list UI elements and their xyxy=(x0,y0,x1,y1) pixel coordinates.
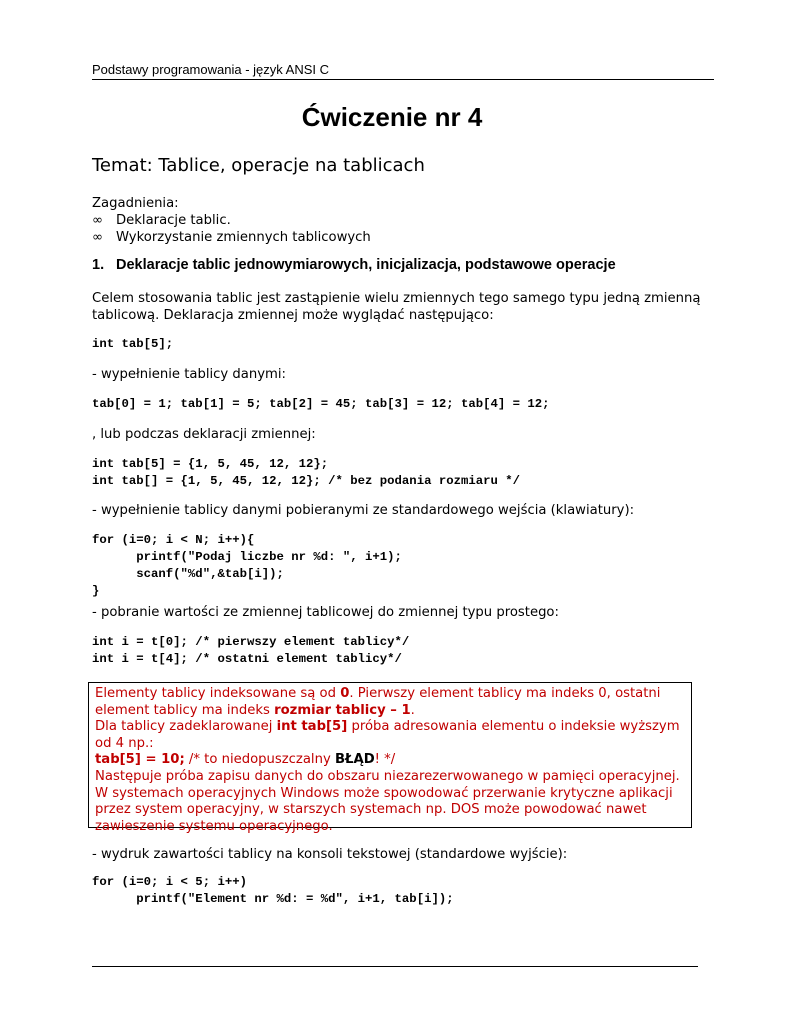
issues-heading: Zagadnienia: xyxy=(92,196,179,211)
code-assign: tab[0] = 1; tab[1] = 5; tab[2] = 45; tab[3] = 12; tab[4] = 12; xyxy=(92,397,550,411)
code-printf-loop: for (i=0; i < 5; i++) printf("Element nr %d: = %d", i+1, tab[i]); xyxy=(92,875,454,906)
paragraph-init: , lub podczas deklaracji zmiennej: xyxy=(92,427,316,442)
paragraph-print: - wydruk zawartości tablicy na konsoli tekstowej (standardowe wyjście): xyxy=(92,847,568,862)
infinity-bullet-icon: ∞ xyxy=(92,213,103,228)
section-1-heading: 1. Deklaracje tablic jednowymiarowych, inicjalizacja, podstawowe operacje xyxy=(92,257,616,273)
code-scanf-loop: for (i=0; i < N; i++){ printf("Podaj liczbe nr %d: ", i+1); scanf("%d",&tab[i]); } xyxy=(92,533,402,598)
infinity-bullet-icon: ∞ xyxy=(92,230,103,245)
code-read-element: int i = t[0]; /* pierwszy element tablicy*/ int i = t[4]; /* ostatni element tablicy*/ xyxy=(92,635,410,666)
paragraph-stdin: - wypełnienie tablicy danymi pobieranymi ze standardowego wejścia (klawiatury): xyxy=(92,503,635,518)
exercise-title: Ćwiczenie nr 4 xyxy=(301,102,483,132)
code-declaration: int tab[5]; xyxy=(92,337,174,351)
paragraph-read: - pobranie wartości ze zmiennej tablicowej do zmiennej typu prostego: xyxy=(92,605,559,620)
list-item: ∞ Wykorzystanie zmiennych tablicowych xyxy=(92,230,371,245)
footer-divider xyxy=(92,966,698,967)
list-item: ∞ Deklaracje tablic. xyxy=(92,213,231,228)
topic-heading: Temat: Tablice, operacje na tablicach xyxy=(92,155,425,176)
code-initializers: int tab[5] = {1, 5, 45, 12, 12}; int tab[] = {1, 5, 45, 12, 12}; /* bez podania rozmiaru */ xyxy=(92,457,521,488)
paragraph-fill: - wypełnienie tablicy danymi: xyxy=(92,367,287,382)
issues-list xyxy=(92,212,371,246)
paragraph-intro: Celem stosowania tablic jest zastąpienie wielu zmiennych tego samego typu jedną zmienną tablicową. Deklaracja zmiennej może wyglądać następująco: xyxy=(92,291,701,323)
page-header: Podstawy programowania - język ANSI C xyxy=(92,62,714,80)
warning-note-box: Elementy tablicy indeksowane są od 0. Pierwszy element tablicy ma indeks 0, ostatni element tablicy ma indeks rozmiar tablicy – 1. Dla tablicy zadeklarowanej int tab[5] próba adresowania elementu o indeksie wyższym od 4 np.: tab[5] = 10; /* to niedopuszczalny BŁĄD! */ Następuje próba zapisu danych do obszaru niezarezerwowanego w pamięci operacyjnej. W systemach operacyjnych Windows może spowodować przerwanie krytyczne aplikacji przez system operacyjny, w starszych systemach np. DOS może powodować nawet zawieszenie systemu operacyjnego. xyxy=(88,682,692,828)
